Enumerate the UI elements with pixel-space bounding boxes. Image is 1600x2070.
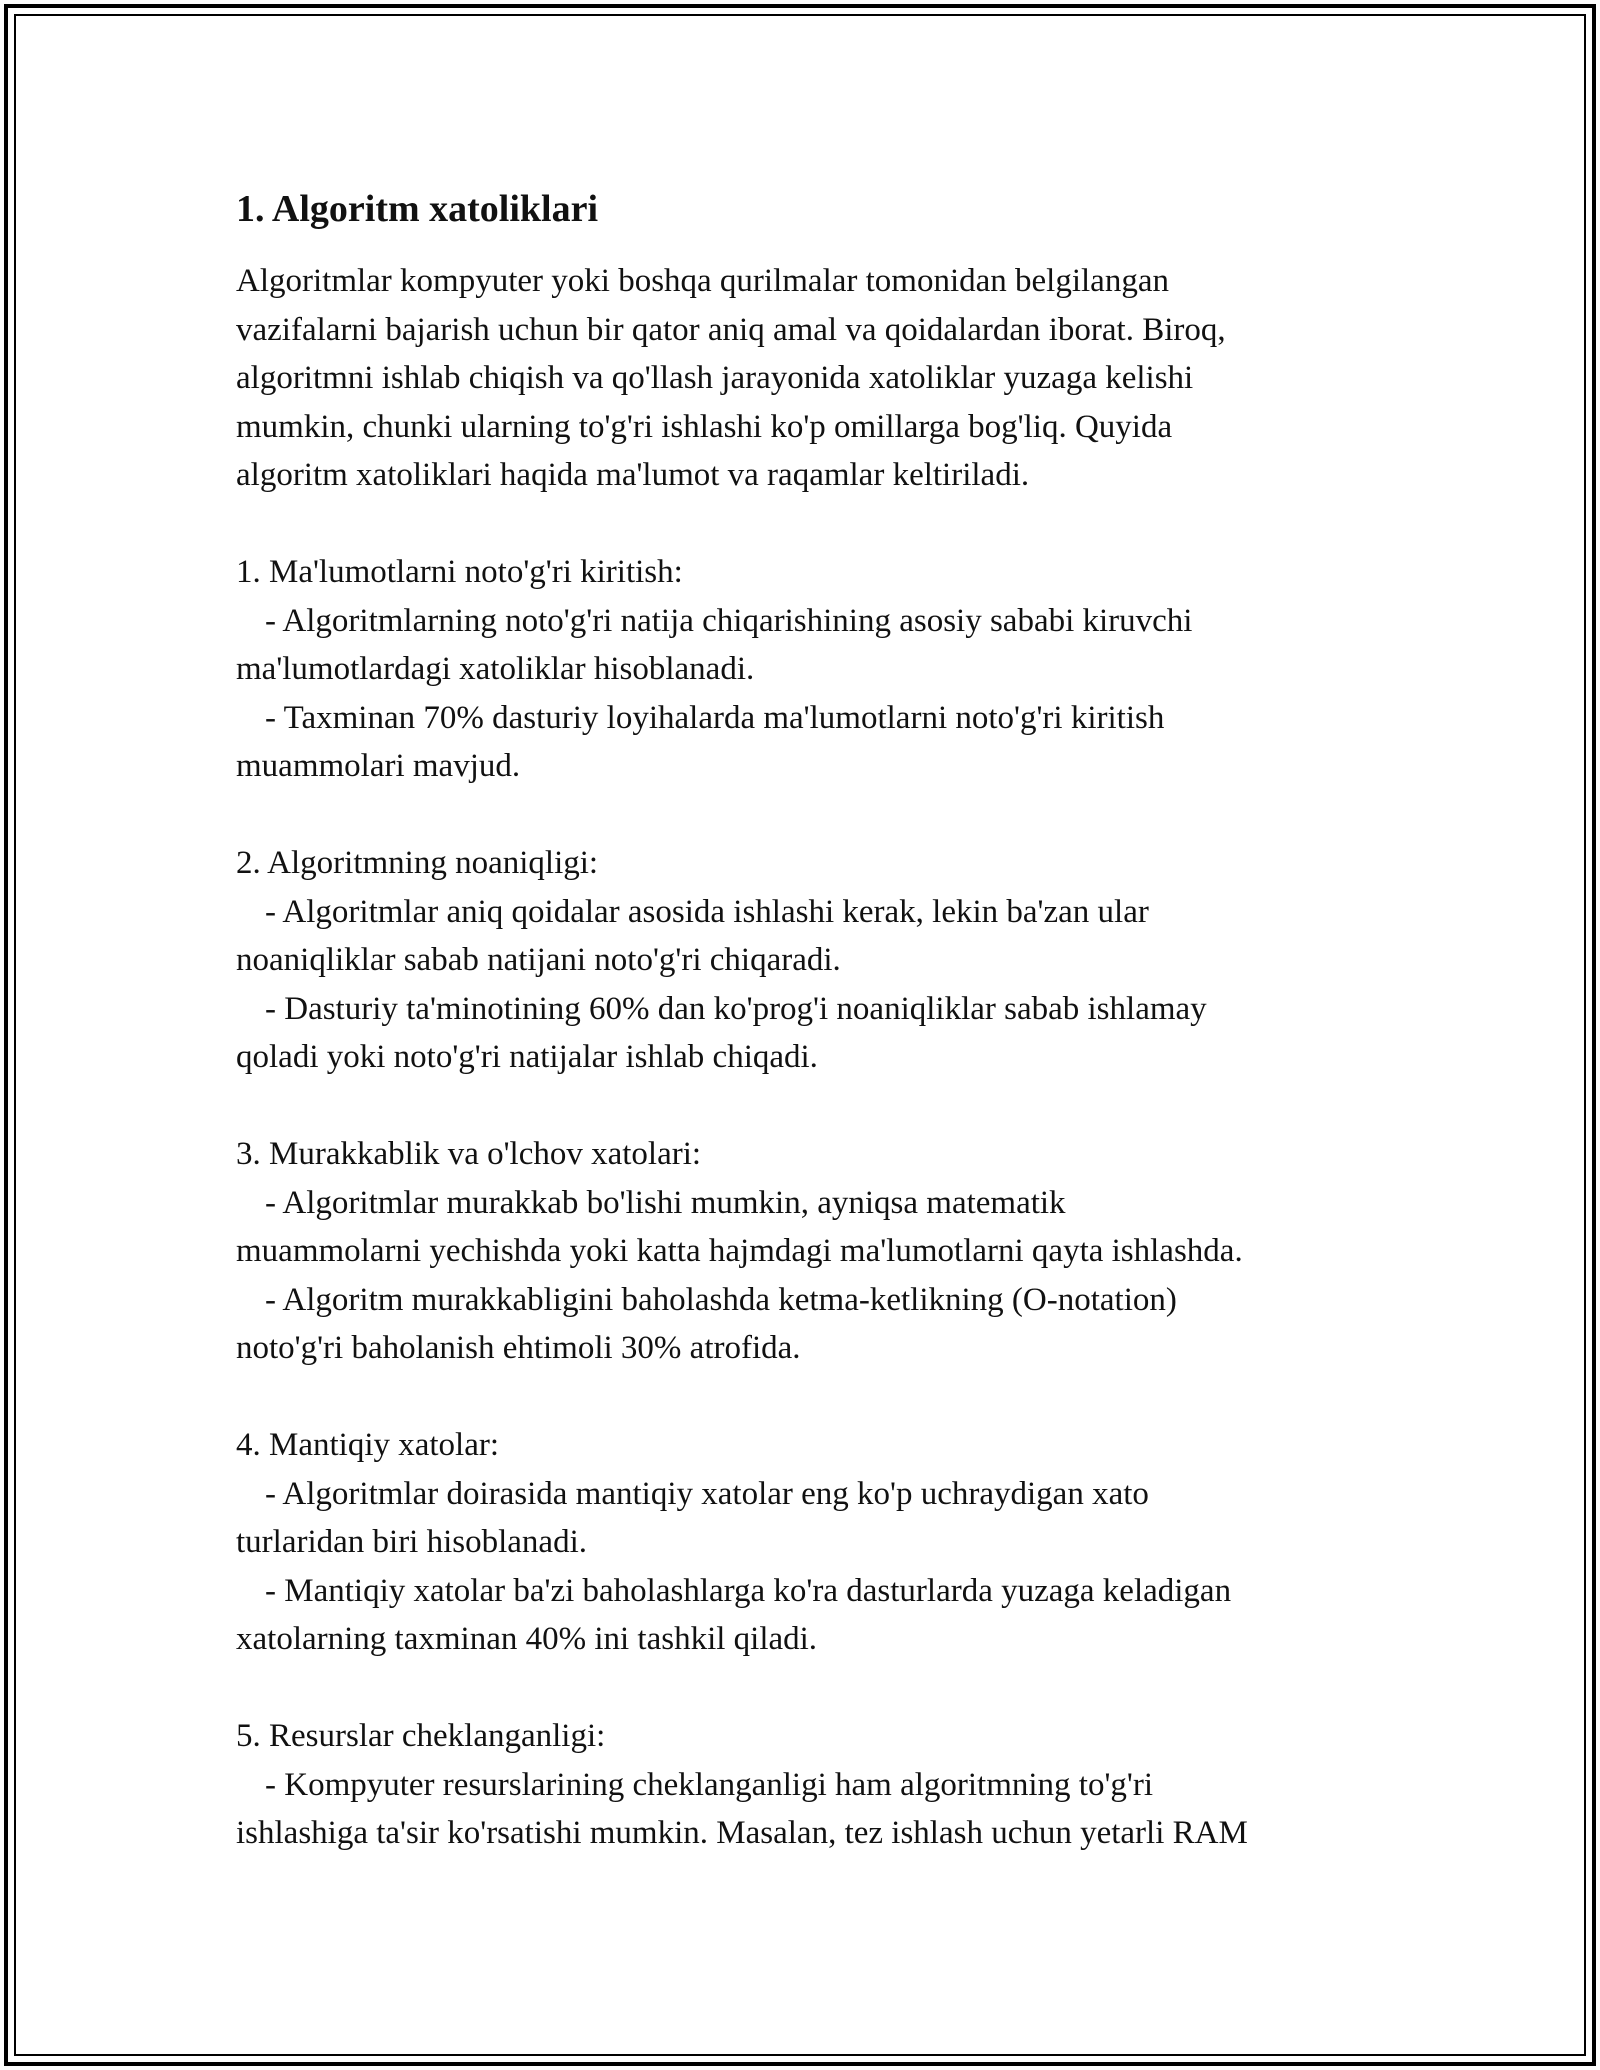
bullet-line: - Algoritmlarning noto'g'ri natija chiqarishining asosiy sababi kiruvchi <box>265 602 1193 639</box>
bullet-line: - Algoritmlar murakkab bo'lishi mumkin, ayniqsa matematik <box>265 1184 1066 1221</box>
intro-line: Algoritmlar kompyuter yoki boshqa qurilmalar tomonidan belgilangan <box>236 263 1169 299</box>
bullet-continuation: qoladi yoki noto'g'ri natijalar ishlab chiqadi. <box>236 1039 818 1075</box>
bullet-line: - Kompyuter resurslarining cheklanganligi ham algoritmning to'g'ri <box>265 1766 1154 1803</box>
bullet-line: - Mantiqiy xatolar ba'zi baholashlarga ko'ra dasturlarda yuzaga keladigan <box>265 1572 1232 1609</box>
bullet-line: - Dasturiy ta'minotining 60% dan ko'prog'i noaniqliklar sabab ishlamay <box>265 990 1207 1027</box>
section-5 <box>236 1712 1386 1858</box>
section-heading: 3. Murakkablik va o'lchov xatolari: <box>236 1136 702 1172</box>
intro-line: algoritmni ishlab chiqish va qo'llash jarayonida xatoliklar yuzaga kelishi <box>236 360 1194 396</box>
document-body <box>236 185 1386 1858</box>
bullet-continuation: noto'g'ri baholanish ehtimoli 30% atrofida. <box>236 1330 801 1366</box>
bullet-line: - Algoritm murakkabligini baholashda ketma-ketlikning (O-notation) <box>265 1281 1177 1318</box>
bullet-line: - Algoritmlar aniq qoidalar asosida ishlashi kerak, lekin ba'zan ular <box>265 893 1149 930</box>
bullet-continuation: muammolarni yechishda yoki katta hajmdagi ma'lumotlarni qayta ishlashda. <box>236 1233 1243 1269</box>
bullet-continuation: turlaridan biri hisoblanadi. <box>236 1524 587 1560</box>
intro-line: mumkin, chunki ularning to'g'ri ishlashi ko'p omillarga bog'liq. Quyida <box>236 408 1173 445</box>
section-heading: 2. Algoritmning noaniqligi: <box>236 845 599 881</box>
intro-paragraph <box>236 257 1386 500</box>
intro-line: vazifalarni bajarish uchun bir qator aniq amal va qoidalardan iborat. Biroq, <box>236 311 1226 348</box>
bullet-continuation: ishlashiga ta'sir ko'rsatishi mumkin. Masalan, tez ishlash uchun yetarli RAM <box>236 1815 1248 1851</box>
section-heading: 4. Mantiqiy xatolar: <box>236 1427 500 1463</box>
intro-line: algoritm xatoliklari haqida ma'lumot va raqamlar keltiriladi. <box>236 457 1030 493</box>
bullet-continuation: muammolari mavjud. <box>236 748 521 784</box>
bullet-line: - Algoritmlar doirasida mantiqiy xatolar eng ko'p uchraydigan xato <box>265 1475 1149 1512</box>
section-heading: 1. Ma'lumotlarni noto'g'ri kiritish: <box>236 554 683 590</box>
section-3 <box>236 1130 1386 1373</box>
section-4 <box>236 1421 1386 1664</box>
bullet-continuation: xatolarning taxminan 40% ini tashkil qiladi. <box>236 1621 818 1657</box>
bullet-continuation: ma'lumotlardagi xatoliklar hisoblanadi. <box>236 651 755 687</box>
bullet-line: - Taxminan 70% dasturiy loyihalarda ma'lumotlarni noto'g'ri kiritish <box>265 699 1165 736</box>
section-heading: 5. Resurslar cheklanganligi: <box>236 1718 606 1754</box>
document-title: 1. Algoritm xatoliklari <box>236 188 599 230</box>
section-2 <box>236 839 1386 1082</box>
bullet-continuation: noaniqliklar sabab natijani noto'g'ri chiqaradi. <box>236 942 841 978</box>
section-1 <box>236 548 1386 791</box>
